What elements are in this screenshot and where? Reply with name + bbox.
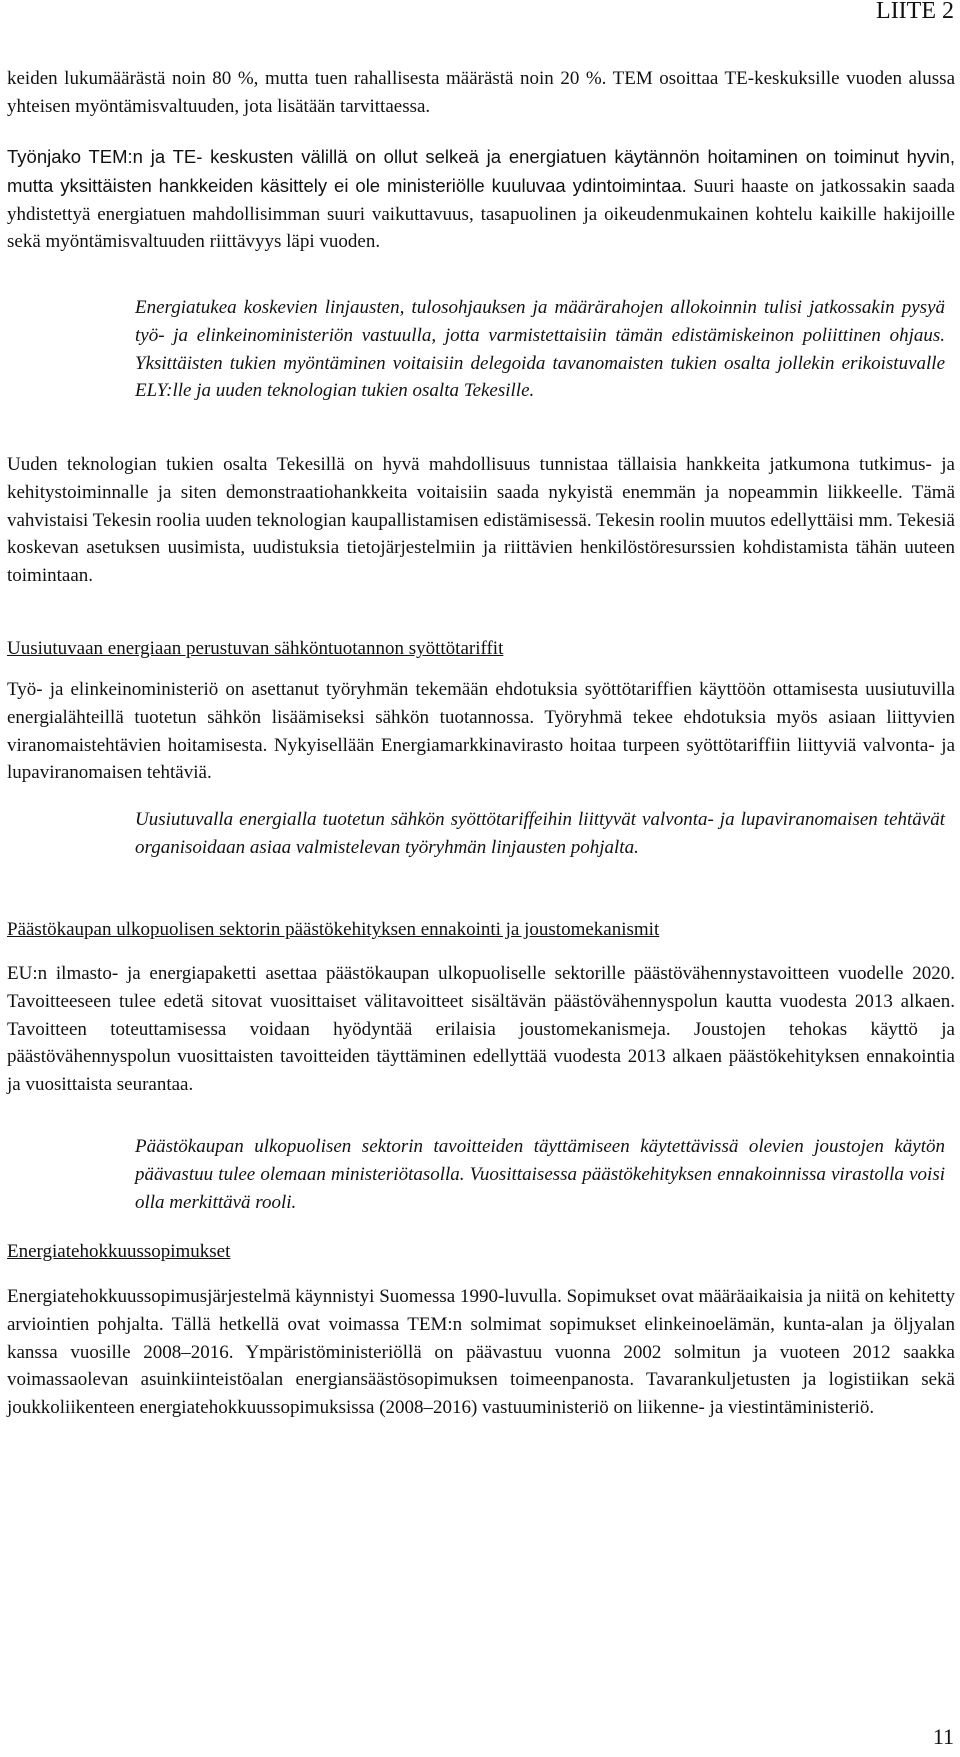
appendix-label: LIITE 2 [876,0,954,24]
paragraph-division-of-work [7,143,955,256]
paragraph-tekes-new-technology: Uuden teknologian tukien osalta Tekesillä on hyvä mahdollisuus tunnistaa tällaisia hankkeita jatkumona tutkimus- ja kehitystoiminnalle ja siten demonstraatiohankkeita voitaisiin saada nykyistä enemmän ja nopeammin liikkeelle. Tämä vahvistaisi Tekesin roolia uuden teknologian kaupallistamisen edistämisessä. Tekesin roolin muutos edellyttäisi mm. Tekesiä koskevan asetuksen uusimista, uudistuksia tietojärjestelmiin ja riittävien henkilöstöresurssien kohdistamista tähän uuteen toimintaan. [7,454,955,587]
heading-feed-in-tariffs: Uusiutuvaan energiaan perustuvan sähköntuotannon syöttötariffit [7,638,504,659]
paragraph-non-ets-emissions: EU:n ilmasto- ja energiapaketti asettaa päästökaupan ulkopuoliselle sektorille päästövähennystavoitteen vuodelle 2020. Tavoitteeseen tulee edetä sitovat vuosittaiset välitavoitteet sisältävän päästövähennyspolun kautta vuodesta 2013 alkaen. Tavoitteen toteuttamisessa voidaan hyödyntää erilaisia joustomekanismeja. Joustojen tehokas käyttö ja päästövähennyspolun vuosittaisten tavoitteiden täyttäminen edellyttää vuodesta 2013 alkaen päästökehityksen ennakointia ja vuosittaista seurantaa. [7,963,955,1096]
heading-energy-efficiency-agreements: Energiatehokkuussopimukset [7,1241,231,1262]
heading-non-ets-emissions: Päästökaupan ulkopuolisen sektorin päästökehityksen ennakointi ja joustomekanismit [7,919,660,940]
page-number: 11 [932,1724,954,1749]
proposal-feed-in-tariffs: Uusiutuvalla energialla tuotetun sähkön syöttötariffeihin liittyvät valvonta- ja lupaviranomaisen tehtävät organisoidaan asiaa valmistelevan työryhmän linjausten pohjalta. [135,809,945,858]
paragraph-energy-efficiency-agreements: Energiatehokkuussopimusjärjestelmä käynnistyi Suomessa 1990-luvulla. Sopimukset ovat määräaikaisia ja niitä on kehitetty arviointien pohjalta. Tällä hetkellä ovat voimassa TEM:n solmimat sopimukset elinkeinoelämän, kunta-alan ja öljyalan kanssa vuosille 2008–2016. Ympäristöministeriöllä on päävastuu vuonna 2002 solmitun ja vuoteen 2012 saakka voimassaolevan asuinkiinteistöalan energiansäästösopimuksen toimeenpanosta. Tavarankuljetusten ja logistiikan sekä joukkoliikenteen energiatehokkuussopimuksissa (2008–2016) vastuuministeriö on liikenne- ja viestintäministeriö. [7,1286,955,1419]
paragraph-division-of-work-sans-part: Työnjako TEM:n ja TE- keskusten välillä on ollut selkeä ja energiatuen käytännön hoitaminen on toiminut hyvin, mutta yksittäisten hankkeiden käsittely ei ole ministeriölle kuuluvaa ydintoimintaa. [7,146,955,196]
proposal-energy-support-policy: Energiatukea koskevien linjausten, tulosohjauksen ja määrärahojen allokoinnin tulisi jatkossakin pysyä työ- ja elinkeinoministeriön vastuulla, jotta varmistettaisiin tämän edistämiskeinon poliittinen ohjaus. Yksittäisten tukien myöntäminen voitaisiin delegoida tavanomaisten tukien osalta jollekin erikoistuvalle ELY:lle ja uuden teknologian tukien osalta Tekesille. [135,297,945,402]
paragraph-division-of-work-challenge: Suuri haaste on jatkossakin saada yhdistettyä energiatuen mahdollisimman suuri vaikuttavuus, tasapuolinen ja oikeudenmukainen kohtelu kaikille hakijoille sekä myöntämisvaltuuden riittävyys läpi vuoden. [7,175,955,253]
proposal-non-ets-flexibility: Päästökaupan ulkopuolisen sektorin tavoitteiden täyttämiseen käytettävissä olevien joustojen käytön päävastuu tulee olemaan ministeriötasolla. Vuosittaisessa päästökehityksen ennakoinnissa virastolla voisi olla merkittävä rooli. [135,1136,945,1213]
paragraph-energy-support-counts: keiden lukumäärästä noin 80 %, mutta tuen rahallisesta määrästä noin 20 %. TEM osoittaa TE-keskuksille vuoden alussa yhteisen myöntämisvaltuuden, jota lisätään tarvittaessa. [7,68,955,117]
paragraph-feed-in-tariffs: Työ- ja elinkeinoministeriö on asettanut työryhmän tekemään ehdotuksia syöttötariffien käyttöön ottamisesta uusiutuvilla energialähteillä tuotetun sähkön lisäämiseksi sähkön tuotannossa. Työryhmä tekee ehdotuksia myös asiaan liittyvien viranomaistehtävien hoitamisesta. Nykyisellään Energiamarkkinavirasto hoitaa turpeen syöttötariffiin liittyviä valvonta- ja lupaviranomaisen tehtäviä. [7,679,955,784]
